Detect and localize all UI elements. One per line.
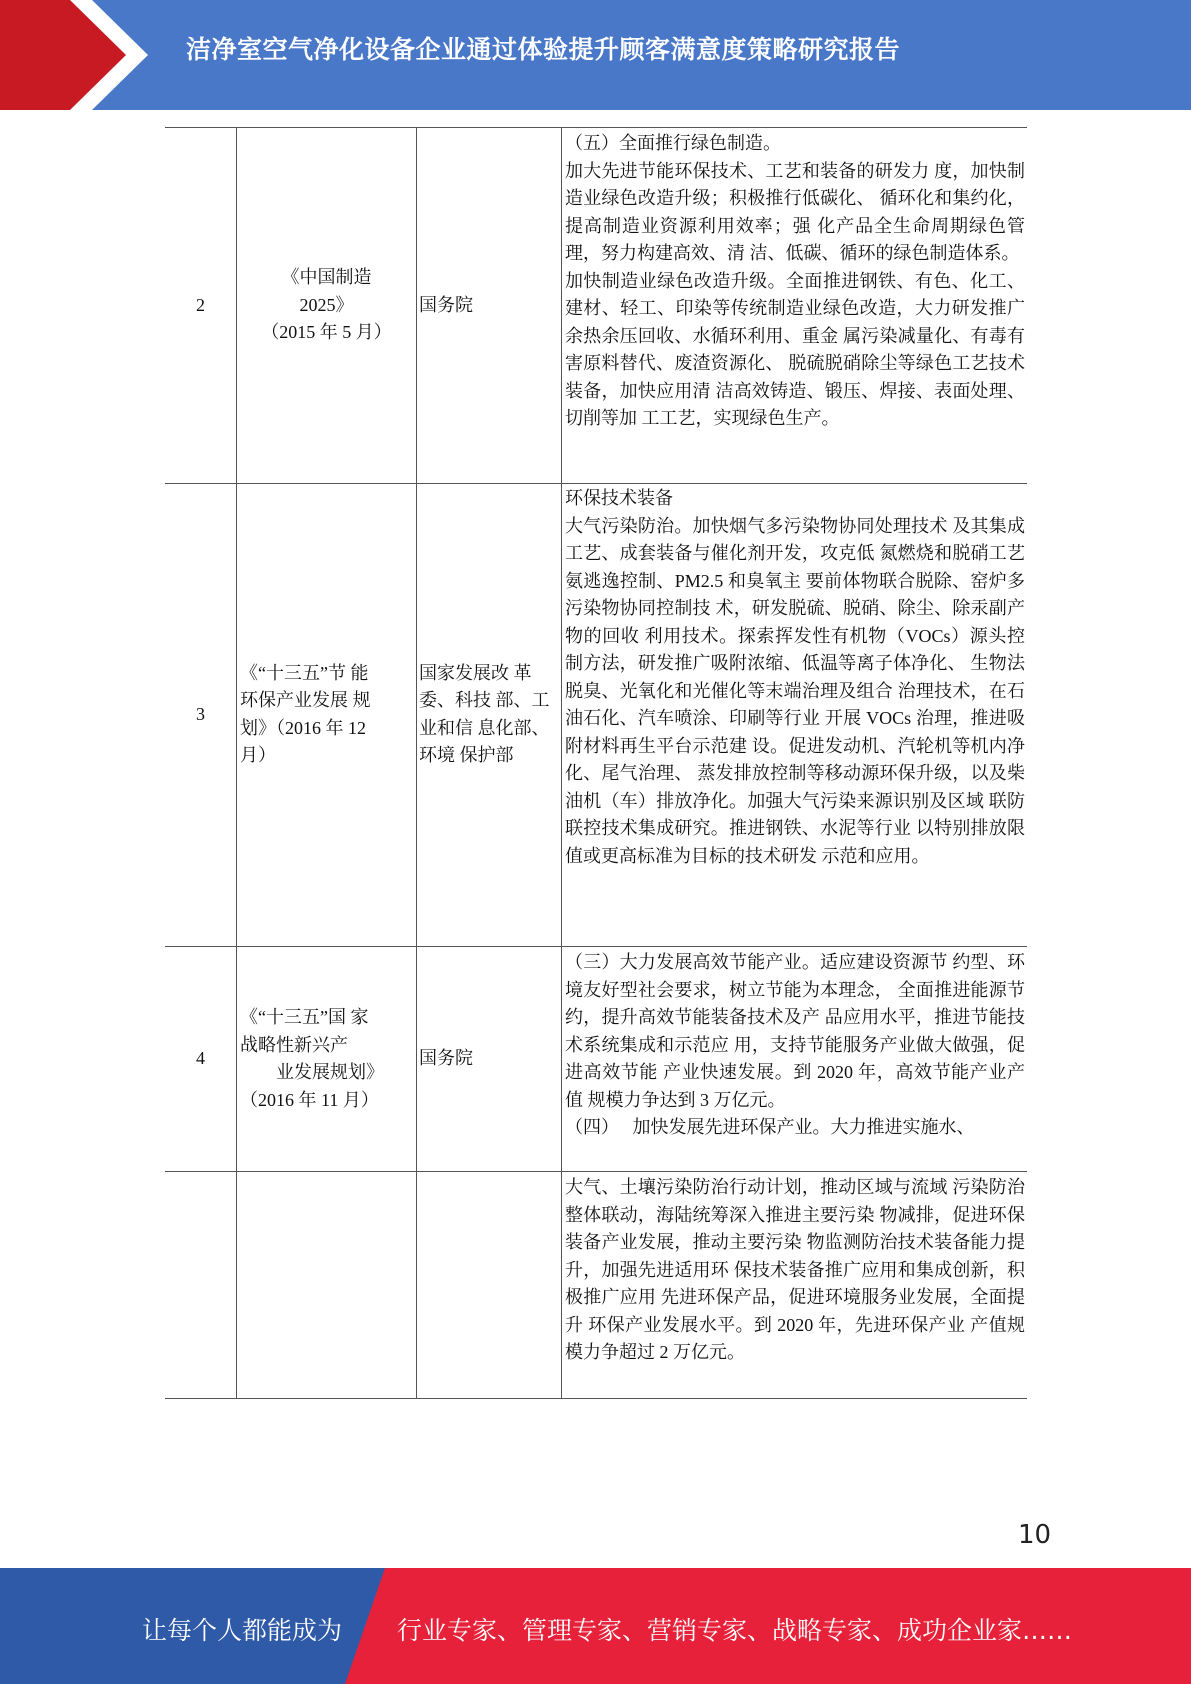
content-cell [562, 483, 1027, 946]
row-number: 3 [165, 483, 237, 946]
policy-name-line: 环保产业发展 规 [240, 690, 371, 710]
policy-content [562, 947, 1027, 1142]
policy-name-line: 划》（2016 年 12 [240, 717, 366, 738]
content-cell [562, 947, 1027, 1171]
policy-name-cell [237, 1172, 417, 1398]
page-number: 10 [1018, 1520, 1052, 1550]
policy-name [237, 264, 416, 347]
policy-name [237, 660, 416, 770]
content-paragraph: 大气污染防治。加快烟气多污染物协同处理技术 及其集成工艺、成套装备与催化剂开发，攻克低 氮燃烧和脱硝工艺氨逃逸控制、PM2.5 和臭氧主 要前体物联合脱除、窑炉多污染物协同控制技 术，研发脱硫、脱硝、除尘、除汞副产物的回收 利用技术。探索挥发性有机物（VOCs）源头控 制方法，研发推广吸附浓缩、低温等离子体净化、 生物法脱臭、光氧化和光催化等末端治理及组合 治理技术，在石油石化、汽车喷涂、印刷等行业 开展 VOCs 治理，推进吸附材料再生平台示范建 设。促进发动机、汽轮机等机内净化、尾气治理、 蒸发排放控制等移动源环保升级，以及柴油机（车）排放净化。加强大气污染来源识别及区域 联防联控技术集成研究。推进钢铁、水泥等行业 以特别排放限值或更高标准为目标的技术研发 示范和应用。 [565, 515, 1025, 866]
content-cell [562, 128, 1027, 483]
page-footer [0, 1568, 1191, 1684]
header-chevron-decoration [0, 0, 160, 110]
content-paragraph: 环保技术装备 [565, 488, 673, 508]
department: 国家发展改 革委、科技 部、工业和信 息化部、环境 保护部 [419, 662, 550, 765]
policy-name-line: 2025》 [299, 294, 354, 315]
policy-name-line: （2016 年 11 月） [240, 1089, 379, 1110]
policy-name-cell [237, 483, 417, 946]
department: 国务院 [419, 294, 473, 315]
content-paragraph: （四） 加快发展先进环保产业。大力推进实施水、 [565, 1117, 975, 1137]
policy-name-line: 业发展规划》 [276, 1062, 384, 1082]
policy-name-line: 战略性新兴产 [240, 1034, 348, 1055]
table-row [165, 1172, 1027, 1399]
footer-slogan-left: 让每个人都能成为 [142, 1616, 343, 1645]
row-number [165, 1172, 237, 1398]
content-paragraph: 加大先进节能环保技术、工艺和装备的研发力 度，加快制造业绿色改造升级；积极推行低碳化、 循环化和集约化，提高制造业资源利用效率；强 化产品全生命周期绿色管理，努力构建高效、清 洁、低碳、循环的绿色制造体系。 [565, 160, 1025, 263]
policy-content [562, 128, 1027, 433]
content-paragraph: 加快制造业绿色改造升级。全面推进钢铁、有色、化工、建材、轻工、印染等传统制造业绿色改造，大力研发推广余热余压回收、水循环利用、重金 属污染减量化、有毒有害原料替代、废渣资源化、 脱硫脱硝除尘等绿色工艺技术装备，加快应用清 洁高效铸造、锻压、焊接、表面处理、切削等加 工工艺，实现绿色生产。 [565, 270, 1025, 428]
row-number: 2 [165, 128, 237, 483]
department-cell [417, 947, 562, 1171]
content-cell [562, 1172, 1027, 1398]
department-cell [417, 1172, 562, 1398]
row-number: 4 [165, 947, 237, 1171]
footer-slogan-right: 行业专家、管理专家、营销专家、战略专家、成功企业家…… [397, 1616, 1073, 1645]
policy-name-line: 月） [240, 745, 276, 765]
content-paragraph: （五）全面推行绿色制造。 [565, 133, 781, 153]
report-title: 洁净室空气净化设备企业通过体验提升顾客满意度策略研究报告 [186, 35, 901, 64]
department: 国务院 [419, 1048, 473, 1069]
policy-name-line: 《“十三五”国 家 [240, 1007, 369, 1027]
content-paragraph: （三）大力发展高效节能产业。适应建设资源节 约型、环境友好型社会要求，树立节能为本理念， 全面推进能源节约，提升高效节能装备技术及产 品应用水平，推进节能技术系统集成和示范应 用，支持节能服务产业做大做强，促进高效节能 产业快速发展。到 2020 年，高效节能产业产值 规模力争达到 3 万亿元。 [565, 952, 1025, 1110]
content-paragraph: 大气、土壤污染防治行动计划，推动区域与流域 污染防治整体联动，海陆统筹深入推进主要污染 物减排，促进环保装备产业发展，推动主要污染 物监测防治技术装备能力提升，加强先进适用环 保技术装备推广应用和集成创新，积极推广应用 先进环保产品，促进环境服务业发展，全面提升 环保产业发展水平。到 2020 年，先进环保产业 产值规模力争超过 2 万亿元。 [565, 1177, 1025, 1362]
policy-content [562, 483, 1027, 870]
policy-name [237, 1004, 416, 1114]
policy-name-cell [237, 128, 417, 483]
policy-name-line: 《“十三五”节 能 [240, 662, 369, 683]
table-row [165, 947, 1027, 1172]
policy-name-cell [237, 947, 417, 1171]
department-cell [417, 128, 562, 483]
policy-content [562, 1172, 1027, 1367]
page-header [0, 0, 1191, 110]
department-cell [417, 483, 562, 946]
table-row [165, 483, 1027, 947]
policy-name-line: （2015 年 5 月） [261, 322, 392, 343]
table-row [165, 127, 1027, 484]
policy-name-line: 《中国制造 [281, 267, 372, 288]
